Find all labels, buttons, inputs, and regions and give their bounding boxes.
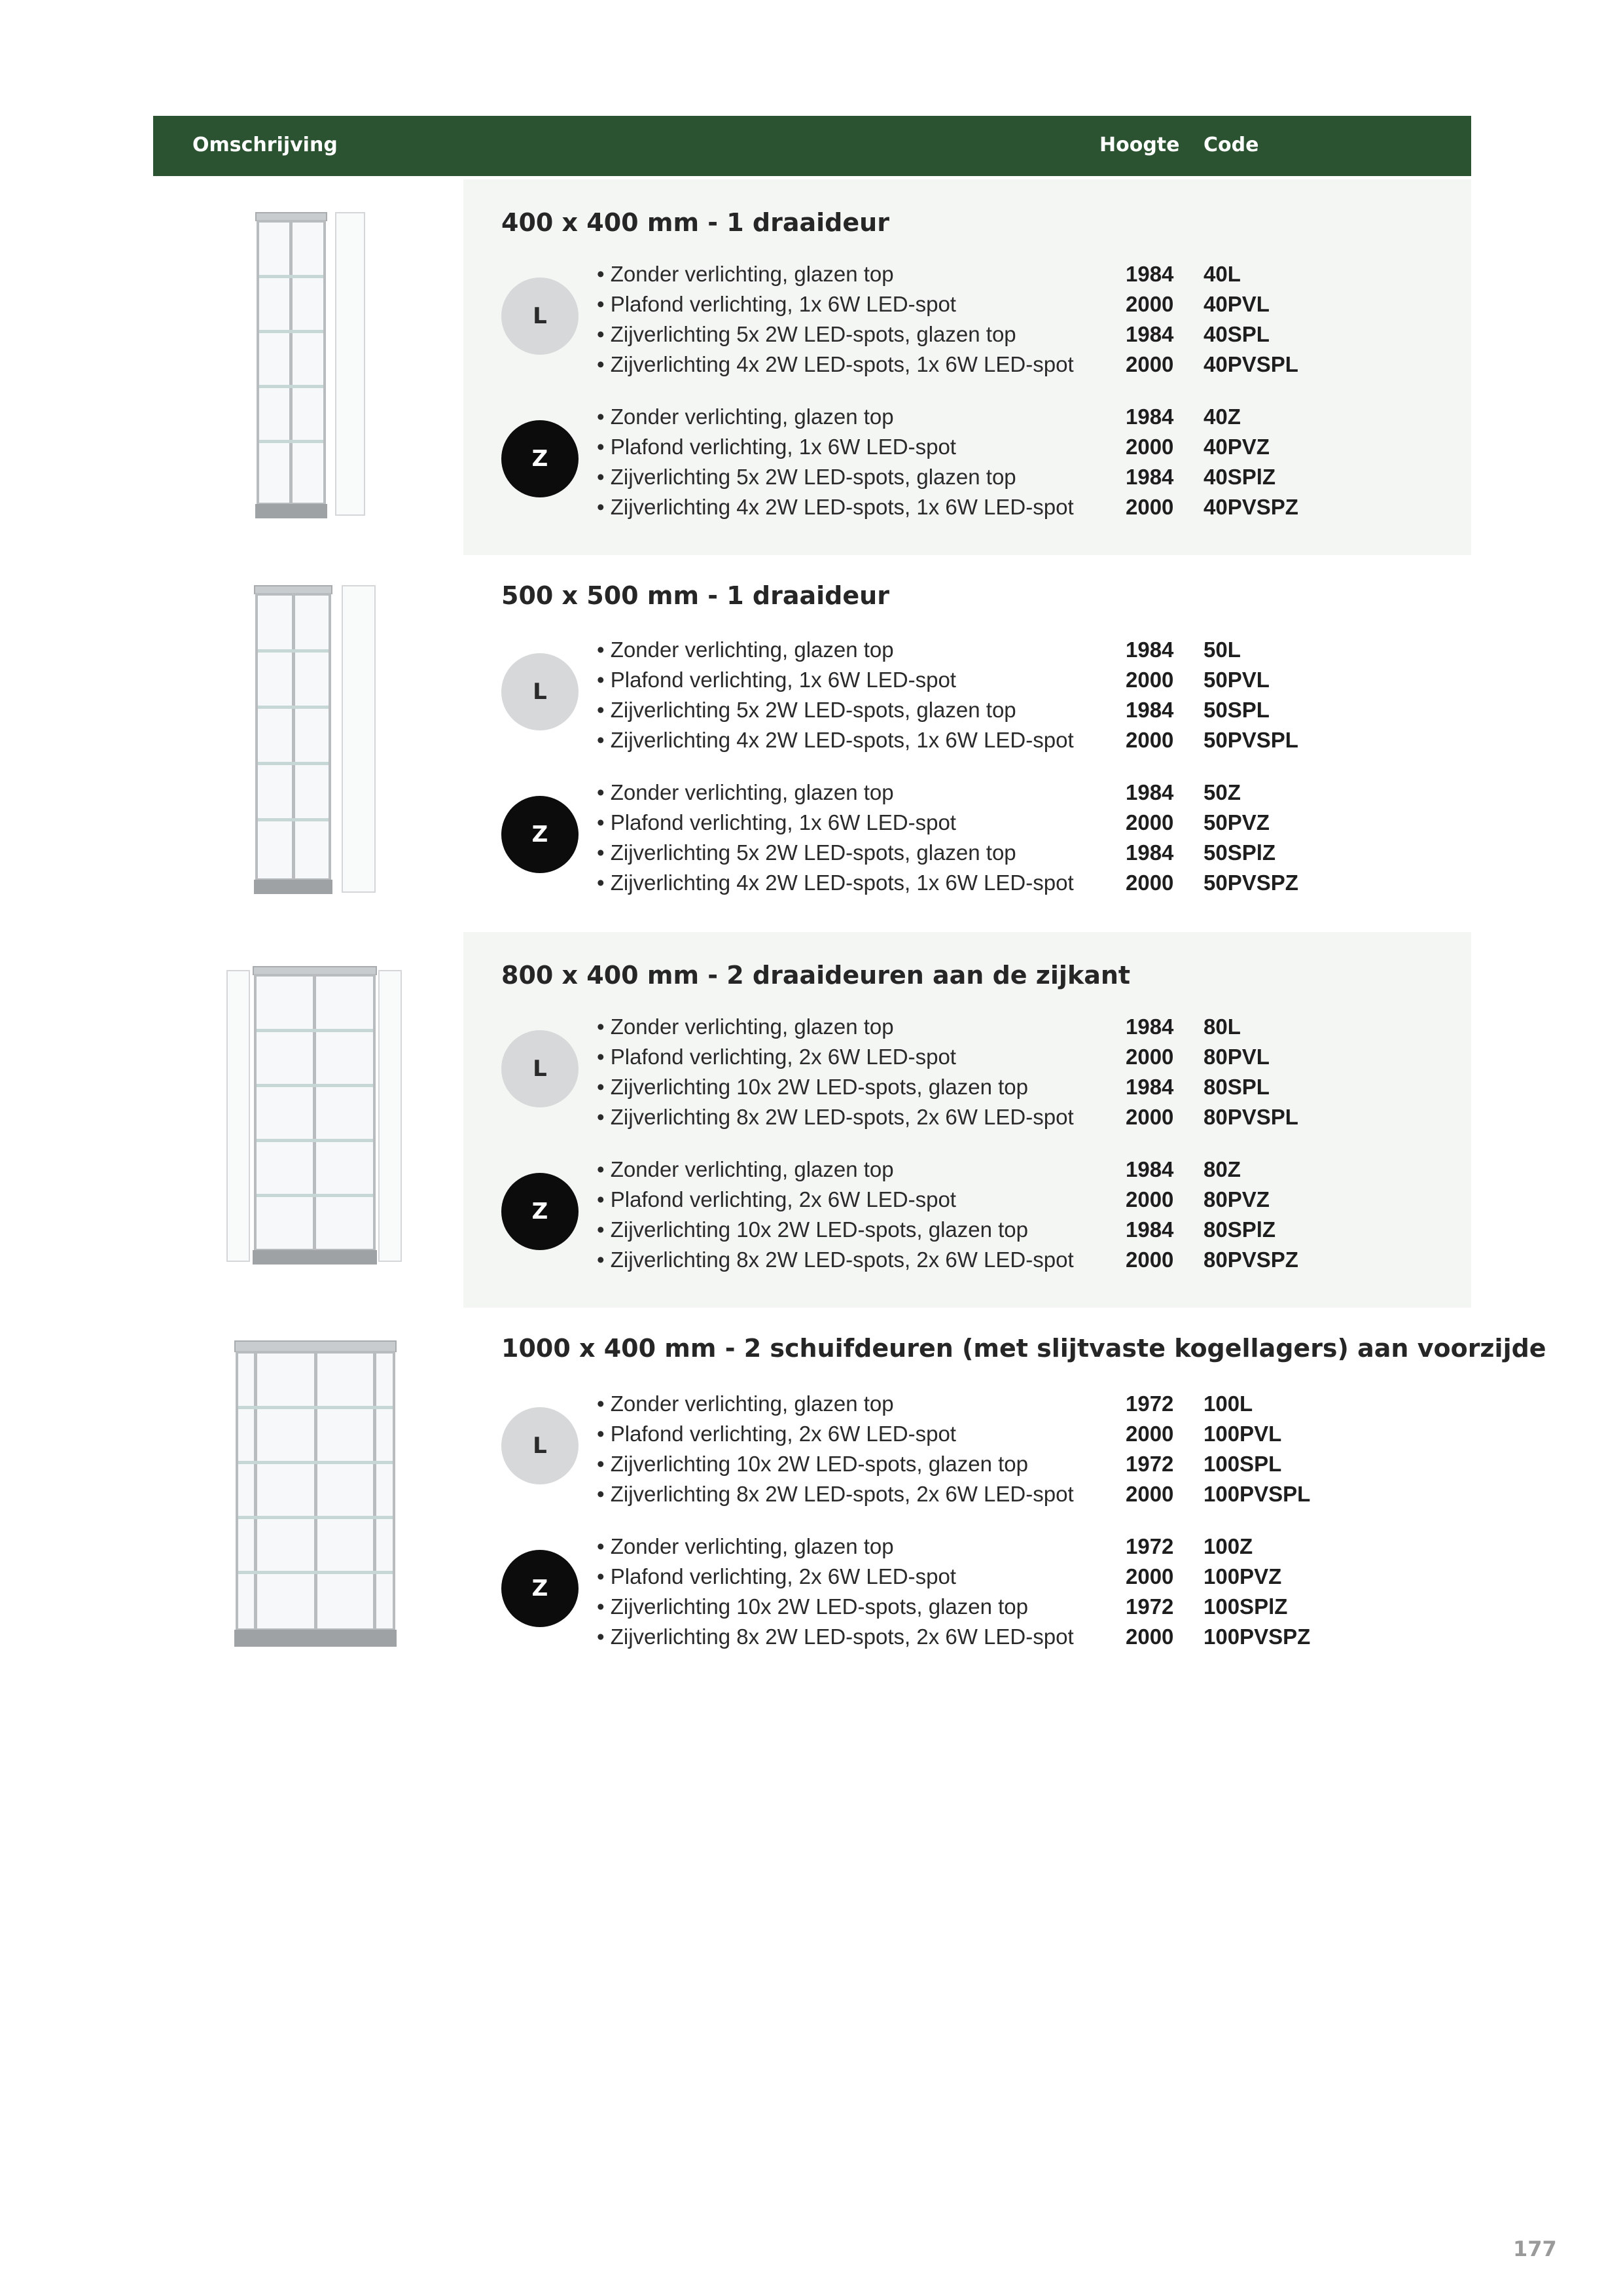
row-height: 2000 bbox=[1126, 1105, 1174, 1129]
table-row bbox=[153, 1449, 1471, 1479]
table-row bbox=[153, 1155, 1471, 1185]
row-description: • Zonder verlichting, glazen top bbox=[597, 1157, 894, 1181]
row-description: • Plafond verlichting, 2x 6W LED-spot bbox=[597, 1422, 956, 1446]
row-code: 50SPL bbox=[1204, 698, 1270, 722]
row-description: • Plafond verlichting, 1x 6W LED-spot bbox=[597, 292, 956, 316]
table-row bbox=[153, 808, 1471, 838]
header-description: Omschrijving bbox=[192, 134, 338, 156]
row-height: 2000 bbox=[1126, 352, 1174, 376]
badge-L: L bbox=[501, 653, 579, 730]
row-height: 1984 bbox=[1126, 404, 1174, 429]
row-description: • Zijverlichting 10x 2W LED-spots, glazen top bbox=[597, 1075, 1029, 1099]
row-code: 100PVSPL bbox=[1204, 1482, 1311, 1506]
badge-Z: Z bbox=[501, 420, 579, 497]
row-height: 2000 bbox=[1126, 435, 1174, 459]
row-code: 40SPlZ bbox=[1204, 465, 1276, 489]
product-section-400 bbox=[153, 179, 1471, 555]
row-height: 1984 bbox=[1126, 637, 1174, 662]
row-description: • Plafond verlichting, 1x 6W LED-spot bbox=[597, 435, 956, 459]
table-row bbox=[153, 259, 1471, 289]
table-row bbox=[153, 1389, 1471, 1419]
row-height: 2000 bbox=[1126, 1247, 1174, 1272]
row-code: 80PVSPL bbox=[1204, 1105, 1298, 1129]
row-height: 2000 bbox=[1126, 495, 1174, 519]
row-code: 50Z bbox=[1204, 780, 1241, 804]
row-code: 50PVZ bbox=[1204, 810, 1270, 834]
row-description: • Plafond verlichting, 2x 6W LED-spot bbox=[597, 1045, 956, 1069]
table-row bbox=[153, 695, 1471, 725]
row-height: 1972 bbox=[1126, 1594, 1174, 1619]
row-description: • Zonder verlichting, glazen top bbox=[597, 780, 894, 804]
row-height: 1972 bbox=[1126, 1534, 1174, 1558]
row-height: 1984 bbox=[1126, 1157, 1174, 1181]
row-code: 50L bbox=[1204, 637, 1241, 662]
product-section-500 bbox=[153, 555, 1471, 931]
table-row bbox=[153, 462, 1471, 492]
row-height: 2000 bbox=[1126, 810, 1174, 834]
row-height: 1972 bbox=[1126, 1452, 1174, 1476]
row-description: • Plafond verlichting, 1x 6W LED-spot bbox=[597, 668, 956, 692]
row-description: • Zijverlichting 10x 2W LED-spots, glazen top bbox=[597, 1217, 1029, 1242]
row-code: 40PVZ bbox=[1204, 435, 1270, 459]
row-code: 100PVL bbox=[1204, 1422, 1282, 1446]
badge-L: L bbox=[501, 278, 579, 355]
row-code: 80Z bbox=[1204, 1157, 1241, 1181]
row-height: 2000 bbox=[1126, 1187, 1174, 1211]
row-height: 1984 bbox=[1126, 780, 1174, 804]
row-code: 100L bbox=[1204, 1391, 1253, 1416]
row-description: • Plafond verlichting, 1x 6W LED-spot bbox=[597, 810, 956, 834]
row-description: • Zijverlichting 5x 2W LED-spots, glazen top bbox=[597, 698, 1016, 722]
row-description: • Zijverlichting 8x 2W LED-spots, 2x 6W LED-spot bbox=[597, 1624, 1074, 1649]
header-code: Code bbox=[1204, 134, 1259, 156]
row-code: 80SPL bbox=[1204, 1075, 1270, 1099]
row-code: 40Z bbox=[1204, 404, 1241, 429]
table-row bbox=[153, 1102, 1471, 1132]
table-row bbox=[153, 868, 1471, 898]
row-description: • Zijverlichting 5x 2W LED-spots, glazen top bbox=[597, 465, 1016, 489]
row-height: 2000 bbox=[1126, 1624, 1174, 1649]
row-description: • Zijverlichting 8x 2W LED-spots, 2x 6W LED-spot bbox=[597, 1105, 1074, 1129]
table-row bbox=[153, 350, 1471, 380]
table-row bbox=[153, 1215, 1471, 1245]
table-row bbox=[153, 432, 1471, 462]
row-code: 50PVSPL bbox=[1204, 728, 1298, 752]
table-row bbox=[153, 1562, 1471, 1592]
table-row bbox=[153, 725, 1471, 755]
row-height: 2000 bbox=[1126, 292, 1174, 316]
row-code: 40L bbox=[1204, 262, 1241, 286]
row-height: 2000 bbox=[1126, 668, 1174, 692]
product-section-800 bbox=[153, 932, 1471, 1308]
table-row bbox=[153, 1532, 1471, 1562]
table-row bbox=[153, 402, 1471, 432]
row-description: • Zonder verlichting, glazen top bbox=[597, 1391, 894, 1416]
row-height: 2000 bbox=[1126, 1564, 1174, 1588]
row-code: 80PVSPZ bbox=[1204, 1247, 1298, 1272]
row-description: • Zonder verlichting, glazen top bbox=[597, 637, 894, 662]
row-description: • Zonder verlichting, glazen top bbox=[597, 1534, 894, 1558]
row-description: • Zijverlichting 10x 2W LED-spots, glazen top bbox=[597, 1594, 1029, 1619]
section-title: 400 x 400 mm - 1 draaideur bbox=[501, 208, 889, 237]
row-description: • Plafond verlichting, 2x 6W LED-spot bbox=[597, 1564, 956, 1588]
table-row bbox=[153, 492, 1471, 522]
row-code: 100SPlZ bbox=[1204, 1594, 1288, 1619]
row-code: 40PVSPL bbox=[1204, 352, 1298, 376]
row-height: 1984 bbox=[1126, 1217, 1174, 1242]
row-description: • Zijverlichting 4x 2W LED-spots, 1x 6W LED-spot bbox=[597, 352, 1074, 376]
table-row bbox=[153, 289, 1471, 319]
row-height: 2000 bbox=[1126, 870, 1174, 895]
table-row bbox=[153, 838, 1471, 868]
row-height: 1984 bbox=[1126, 840, 1174, 865]
table-row bbox=[153, 1042, 1471, 1072]
badge-L: L bbox=[501, 1030, 579, 1107]
row-height: 2000 bbox=[1126, 1482, 1174, 1506]
row-code: 50PVL bbox=[1204, 668, 1270, 692]
section-title: 500 x 500 mm - 1 draaideur bbox=[501, 581, 889, 610]
table-row bbox=[153, 778, 1471, 808]
row-code: 50PVSPZ bbox=[1204, 870, 1298, 895]
row-description: • Zijverlichting 4x 2W LED-spots, 1x 6W LED-spot bbox=[597, 870, 1074, 895]
row-code: 100Z bbox=[1204, 1534, 1253, 1558]
table-row bbox=[153, 1592, 1471, 1622]
row-description: • Zijverlichting 10x 2W LED-spots, glazen top bbox=[597, 1452, 1029, 1476]
row-code: 80L bbox=[1204, 1014, 1241, 1039]
row-height: 1984 bbox=[1126, 322, 1174, 346]
row-description: • Zonder verlichting, glazen top bbox=[597, 1014, 894, 1039]
row-height: 2000 bbox=[1126, 1045, 1174, 1069]
row-height: 1984 bbox=[1126, 698, 1174, 722]
row-description: • Zijverlichting 4x 2W LED-spots, 1x 6W LED-spot bbox=[597, 728, 1074, 752]
table-row bbox=[153, 1012, 1471, 1042]
row-code: 40PVSPZ bbox=[1204, 495, 1298, 519]
row-height: 2000 bbox=[1126, 1422, 1174, 1446]
row-description: • Zonder verlichting, glazen top bbox=[597, 262, 894, 286]
badge-Z: Z bbox=[501, 796, 579, 873]
row-code: 50SPlZ bbox=[1204, 840, 1276, 865]
header-height: Hoogte bbox=[1099, 134, 1180, 156]
row-code: 80PVL bbox=[1204, 1045, 1270, 1069]
badge-Z: Z bbox=[501, 1550, 579, 1627]
table-row bbox=[153, 1479, 1471, 1509]
row-description: • Plafond verlichting, 2x 6W LED-spot bbox=[597, 1187, 956, 1211]
row-code: 100SPL bbox=[1204, 1452, 1282, 1476]
badge-L: L bbox=[501, 1407, 579, 1484]
page-number: 177 bbox=[1513, 2236, 1557, 2261]
table-row bbox=[153, 1622, 1471, 1652]
table-header bbox=[153, 116, 1471, 176]
badge-Z: Z bbox=[501, 1173, 579, 1250]
row-code: 100PVZ bbox=[1204, 1564, 1282, 1588]
row-description: • Zijverlichting 4x 2W LED-spots, 1x 6W LED-spot bbox=[597, 495, 1074, 519]
row-description: • Zonder verlichting, glazen top bbox=[597, 404, 894, 429]
table-row bbox=[153, 1185, 1471, 1215]
table-row bbox=[153, 1419, 1471, 1449]
table-row bbox=[153, 635, 1471, 665]
table-row bbox=[153, 665, 1471, 695]
row-description: • Zijverlichting 8x 2W LED-spots, 2x 6W LED-spot bbox=[597, 1247, 1074, 1272]
product-section-1000 bbox=[153, 1309, 1546, 1685]
row-height: 1972 bbox=[1126, 1391, 1174, 1416]
section-title: 1000 x 400 mm - 2 schuifdeuren (met slijtvaste kogellagers) aan voorzijde bbox=[501, 1334, 1546, 1363]
row-height: 2000 bbox=[1126, 728, 1174, 752]
row-height: 1984 bbox=[1126, 1014, 1174, 1039]
row-description: • Zijverlichting 8x 2W LED-spots, 2x 6W LED-spot bbox=[597, 1482, 1074, 1506]
table-row bbox=[153, 1245, 1471, 1275]
row-description: • Zijverlichting 5x 2W LED-spots, glazen top bbox=[597, 322, 1016, 346]
table-row bbox=[153, 319, 1471, 350]
row-code: 80PVZ bbox=[1204, 1187, 1270, 1211]
row-code: 40PVL bbox=[1204, 292, 1270, 316]
row-code: 40SPL bbox=[1204, 322, 1270, 346]
row-height: 1984 bbox=[1126, 1075, 1174, 1099]
section-title: 800 x 400 mm - 2 draaideuren aan de zijkant bbox=[501, 961, 1131, 990]
table-row bbox=[153, 1072, 1471, 1102]
row-description: • Zijverlichting 5x 2W LED-spots, glazen top bbox=[597, 840, 1016, 865]
row-code: 100PVSPZ bbox=[1204, 1624, 1311, 1649]
row-code: 80SPlZ bbox=[1204, 1217, 1276, 1242]
row-height: 1984 bbox=[1126, 262, 1174, 286]
row-height: 1984 bbox=[1126, 465, 1174, 489]
